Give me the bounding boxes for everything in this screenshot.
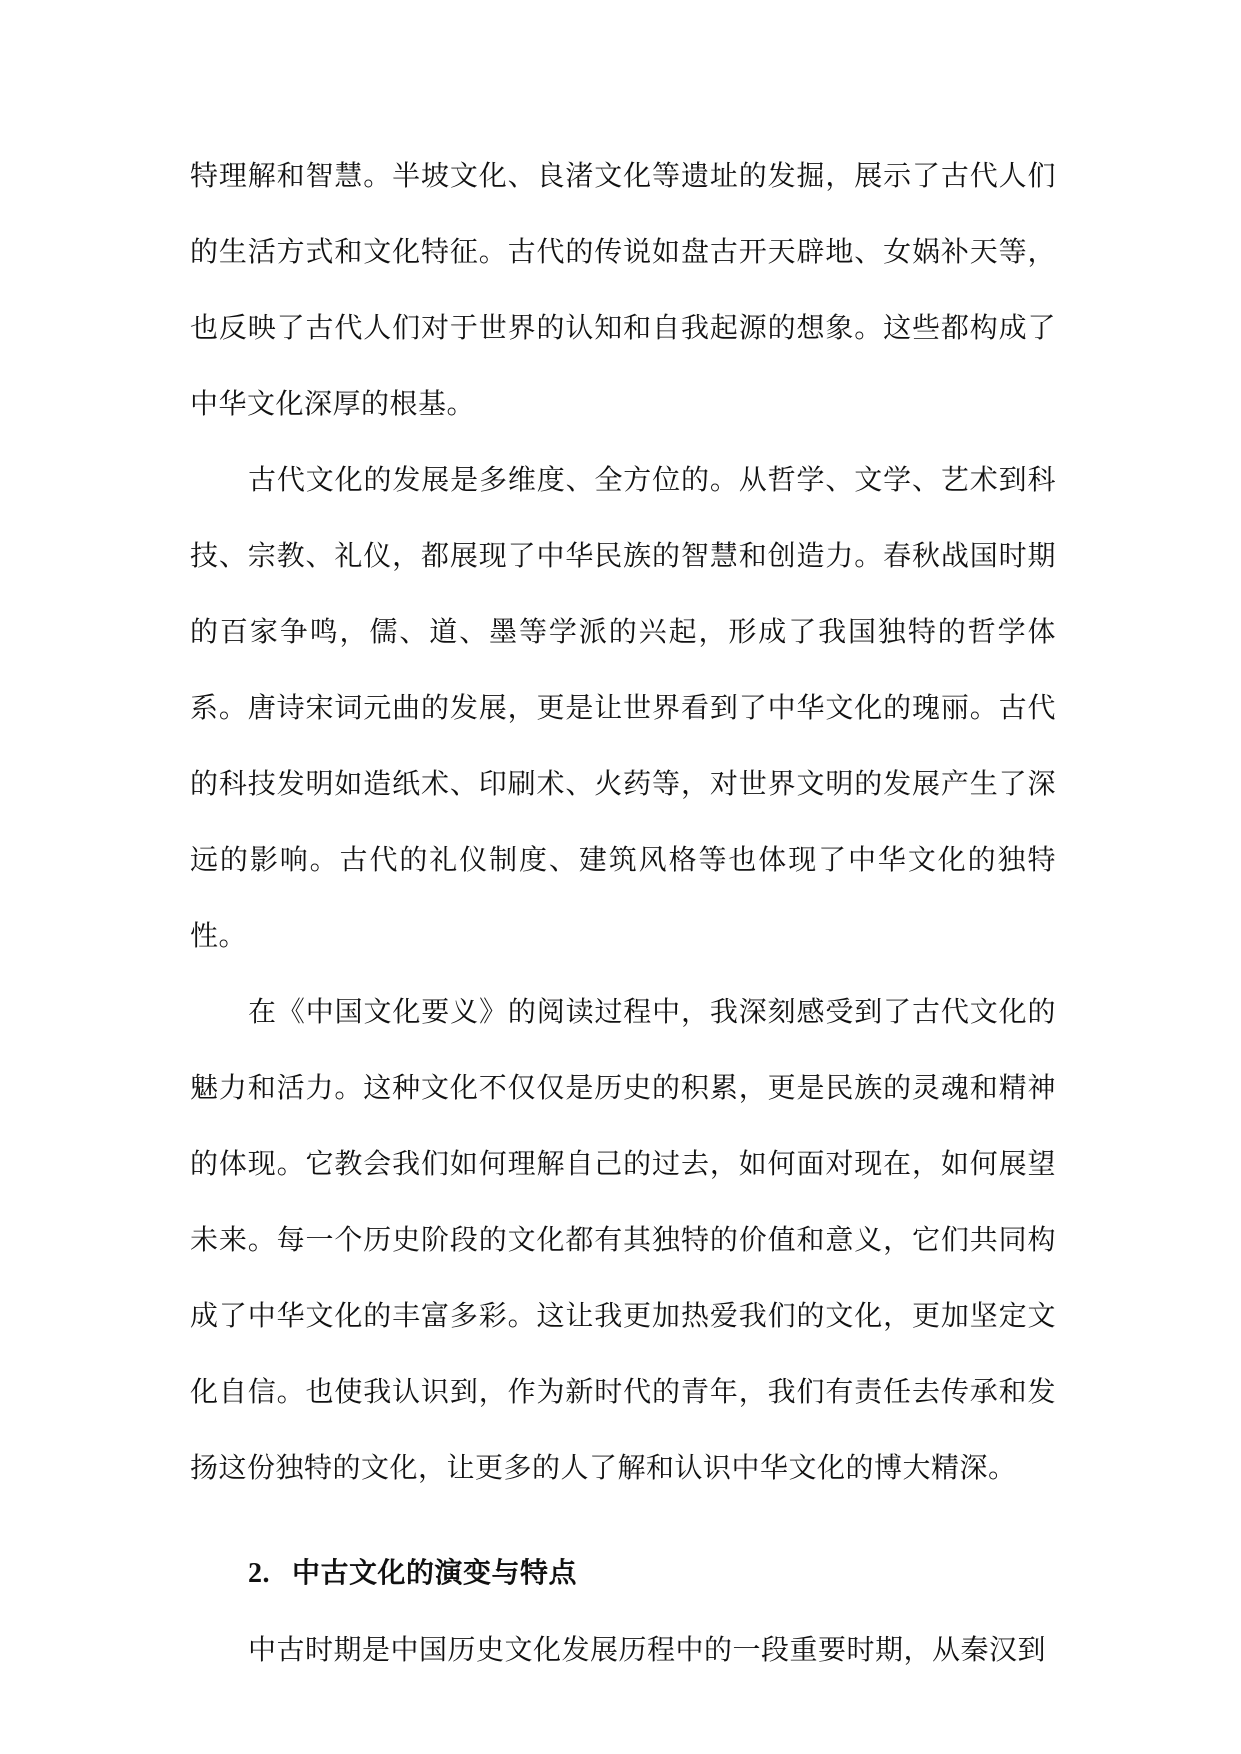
document-body <box>190 138 1056 1688</box>
paragraph-continuation: 特理解和智慧。半坡文化、良渚文化等遗址的发掘，展示了古代人们的生活方式和文化特征。古代的传说如盘古开天辟地、女娲补天等，也反映了古代人们对于世界的认知和自我起源的想象。这些都构成了中华文化深厚的根基。 <box>190 159 1056 420</box>
section-heading <box>190 1535 1056 1612</box>
paragraph-ancient-culture-development: 古代文化的发展是多维度、全方位的。从哲学、文学、艺术到科技、宗教、礼仪，都展现了中华民族的智慧和创造力。春秋战国时期的百家争鸣，儒、道、墨等学派的兴起，形成了我国独特的哲学体系。唐诗宋词元曲的发展，更是让世界看到了中华文化的瑰丽。古代的科技发明如造纸术、印刷术、火药等，对世界文明的发展产生了深远的影响。古代的礼仪制度、建筑风格等也体现了中华文化的独特性。 <box>190 463 1056 952</box>
paragraph-reading-reflection: 在《中国文化要义》的阅读过程中，我深刻感受到了古代文化的魅力和活力。这种文化不仅仅是历史的积累，更是民族的灵魂和精神的体现。它教会我们如何理解自己的过去，如何面对现在，如何展望未来。每一个历史阶段的文化都有其独特的价值和意义，它们共同构成了中华文化的丰富多彩。这让我更加热爱我们的文化，更加坚定文化自信。也使我认识到，作为新时代的青年，我们有责任去传承和发扬这份独特的文化，让更多的人了解和认识中华文化的博大精深。 <box>190 995 1056 1484</box>
section-title: 中古文化的演变与特点 <box>292 1556 578 1589</box>
section-number: 2. <box>248 1558 270 1589</box>
paragraph-medieval-intro: 中古时期是中国历史文化发展历程中的一段重要时期，从秦汉到 <box>248 1633 1047 1666</box>
